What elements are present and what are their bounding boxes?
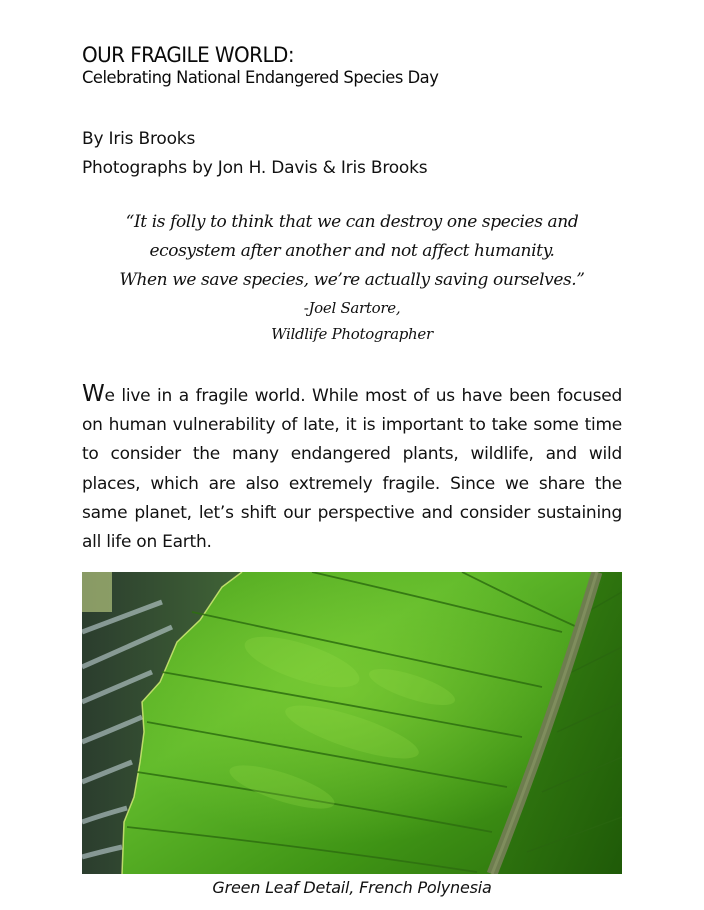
photo-caption: Green Leaf Detail, French Polynesia <box>212 878 492 897</box>
quote-line: “It is folly to think that we can destroy one species and <box>125 212 579 232</box>
quote-attribution-role: Wildlife Photographer <box>271 325 433 343</box>
author-credit: By Iris Brooks <box>82 129 196 149</box>
intro-text: e live in a fragile world. While most of us have been focused on human vulnerability of late, it is important to take some time to consider the many endangered plants, wildlife, and wild places, which are also extremely fragile. Since we share the same planet, let’s shift our perspective and consider sustaining all life on Earth. <box>82 386 622 553</box>
quote-line: ecosystem after another and not affect humanity. <box>149 241 555 261</box>
article-subtitle: Celebrating National Endangered Species Day <box>82 68 439 88</box>
pull-quote <box>82 208 622 347</box>
article-title: OUR FRAGILE WORLD: <box>82 43 294 67</box>
photographer-credit: Photographs by Jon H. Davis & Iris Brooks <box>82 158 428 178</box>
byline <box>82 125 427 183</box>
quote-line: When we save species, we’re actually saving ourselves.” <box>119 270 585 290</box>
leaf-photo-illustration <box>82 572 622 874</box>
article-header <box>82 43 642 89</box>
intro-initial-letter: W <box>82 381 105 407</box>
leaf-photo <box>82 572 622 874</box>
intro-paragraph <box>82 382 622 557</box>
quote-attribution-name: -Joel Sartore, <box>303 299 401 317</box>
